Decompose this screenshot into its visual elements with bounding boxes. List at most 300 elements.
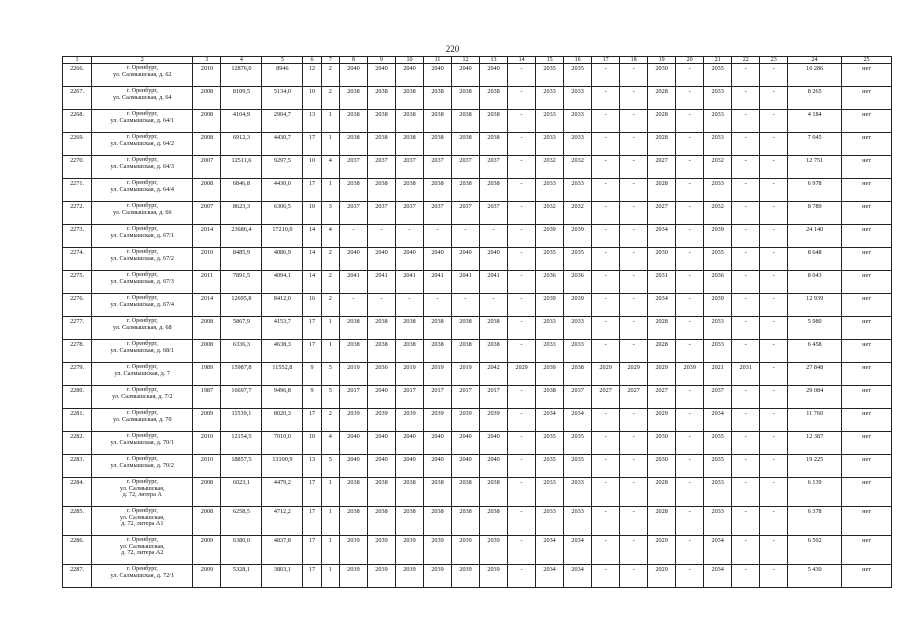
table-cell: 2033: [536, 179, 564, 202]
table-cell: 2038: [396, 179, 424, 202]
table-cell: -: [592, 110, 620, 133]
area-cell: 6846,8: [221, 179, 262, 202]
area-cell: 4153,7: [262, 317, 303, 340]
table-cell: -: [732, 202, 760, 225]
row-number-cell: 2280.: [63, 386, 92, 409]
table-row: [63, 363, 892, 386]
column-number-24: 24: [788, 57, 842, 64]
table-row: [63, 64, 892, 87]
table-cell: 2039: [536, 294, 564, 317]
table-cell: нет: [842, 478, 892, 507]
table-cell: 2030: [648, 432, 676, 455]
table-cell: 2039: [367, 565, 395, 588]
table-cell: -: [592, 64, 620, 87]
area-cell: 12154,5: [221, 432, 262, 455]
table-cell: -: [676, 455, 704, 478]
address-cell: г. Оренбург, ул. Салмышская, д. 72, литера А2: [92, 536, 193, 565]
table-cell: 2036: [536, 271, 564, 294]
table-cell: -: [732, 179, 760, 202]
table-cell: 3: [321, 202, 339, 225]
table-cell: 2039: [480, 536, 508, 565]
table-cell: -: [732, 248, 760, 271]
table-cell: 2035: [704, 455, 732, 478]
address-cell: г. Оренбург, ул. Салмышская, д. 68: [92, 317, 193, 340]
table-cell: -: [508, 386, 536, 409]
table-cell: 2035: [536, 248, 564, 271]
table-cell: 17: [303, 340, 321, 363]
table-cell: 9: [303, 386, 321, 409]
table-cell: 2038: [367, 478, 395, 507]
table-cell: 2027: [648, 156, 676, 179]
table-cell: 2038: [480, 87, 508, 110]
table-cell: -: [676, 179, 704, 202]
table-cell: 2037: [339, 202, 367, 225]
table-cell: 1: [321, 565, 339, 588]
area-cell: 8485,9: [221, 248, 262, 271]
table-cell: 2038: [339, 133, 367, 156]
area-cell: 6023,1: [221, 478, 262, 507]
table-cell: -: [760, 409, 788, 432]
area-cell: 4837,8: [262, 536, 303, 565]
table-cell: 17: [303, 478, 321, 507]
column-number-20: 20: [676, 57, 704, 64]
table-cell: -: [676, 317, 704, 340]
area-cell: 9496,8: [262, 386, 303, 409]
table-cell: -: [760, 133, 788, 156]
table-cell: 2030: [648, 248, 676, 271]
table-cell: 2033: [536, 340, 564, 363]
table-cell: 2035: [704, 432, 732, 455]
table-cell: 2036: [704, 271, 732, 294]
table-cell: 2033: [536, 133, 564, 156]
area-cell: 8020,3: [262, 409, 303, 432]
table-cell: -: [592, 202, 620, 225]
table-cell: -: [732, 455, 760, 478]
area-cell: 4430,7: [262, 133, 303, 156]
table-cell: 2039: [339, 565, 367, 588]
table-row: [63, 536, 892, 565]
table-cell: 2039: [396, 536, 424, 565]
table-cell: 2029: [648, 565, 676, 588]
table-cell: 2033: [704, 133, 732, 156]
table-cell: 2040: [396, 432, 424, 455]
area-cell: 6912,3: [221, 133, 262, 156]
table-cell: 2007: [193, 202, 221, 225]
table-cell: 2040: [339, 64, 367, 87]
column-number-13: 13: [480, 57, 508, 64]
table-cell: 2040: [452, 64, 480, 87]
column-number-1: 1: [63, 57, 92, 64]
table-cell: -: [732, 87, 760, 110]
table-cell: 2040: [339, 248, 367, 271]
table-cell: 2038: [367, 317, 395, 340]
table-cell: 2029: [648, 536, 676, 565]
table-cell: -: [592, 432, 620, 455]
table-cell: -: [676, 432, 704, 455]
cost-cell: 6 378: [788, 507, 842, 536]
table-cell: 2030: [648, 64, 676, 87]
table-cell: -: [620, 565, 648, 588]
address-cell: г. Оренбург, ул. Салмышская, д. 64/4: [92, 179, 193, 202]
table-cell: нет: [842, 363, 892, 386]
table-cell: -: [592, 478, 620, 507]
table-cell: -: [592, 179, 620, 202]
area-cell: 4094,1: [262, 271, 303, 294]
table-cell: -: [620, 340, 648, 363]
table-cell: 2040: [480, 64, 508, 87]
table-cell: 2033: [536, 87, 564, 110]
table-cell: 2027: [648, 202, 676, 225]
cost-cell: 6 978: [788, 179, 842, 202]
row-number-cell: 2275.: [63, 271, 92, 294]
cost-cell: 8 043: [788, 271, 842, 294]
area-cell: 7891,5: [221, 271, 262, 294]
table-cell: -: [620, 248, 648, 271]
table-cell: 2008: [193, 87, 221, 110]
address-cell: г. Оренбург, ул. Салмышская, д. 72/1: [92, 565, 193, 588]
table-cell: 2035: [564, 248, 592, 271]
area-cell: 12511,6: [221, 156, 262, 179]
table-cell: 2038: [339, 478, 367, 507]
area-cell: 6258,5: [221, 507, 262, 536]
table-cell: 2036: [564, 271, 592, 294]
table-cell: -: [592, 156, 620, 179]
table-cell: 2038: [367, 179, 395, 202]
table-cell: 2041: [367, 271, 395, 294]
table-cell: 2038: [452, 317, 480, 340]
address-cell: г. Оренбург, ул. Салмышская, д. 64/2: [92, 133, 193, 156]
table-cell: 2037: [424, 202, 452, 225]
table-cell: -: [732, 340, 760, 363]
row-number-cell: 2276.: [63, 294, 92, 317]
table-cell: 2038: [339, 507, 367, 536]
table-cell: -: [732, 536, 760, 565]
table-cell: 2032: [564, 156, 592, 179]
column-number-14: 14: [508, 57, 536, 64]
table-cell: 14: [303, 248, 321, 271]
cost-cell: 29 084: [788, 386, 842, 409]
column-number-23: 23: [760, 57, 788, 64]
table-cell: 2029: [648, 409, 676, 432]
table-cell: -: [676, 409, 704, 432]
area-cell: 4086,9: [262, 248, 303, 271]
table-cell: 2033: [704, 179, 732, 202]
table-cell: -: [760, 110, 788, 133]
table-cell: -: [592, 409, 620, 432]
table-cell: 2037: [339, 156, 367, 179]
table-cell: нет: [842, 409, 892, 432]
address-cell: г. Оренбург, ул. Салмышская, д. 64: [92, 87, 193, 110]
table-cell: нет: [842, 225, 892, 248]
address-cell: г. Оренбург, ул. Салмышская, д. 67/1: [92, 225, 193, 248]
column-number-19: 19: [648, 57, 676, 64]
table-cell: 5: [321, 386, 339, 409]
table-cell: -: [676, 225, 704, 248]
table-cell: 2009: [193, 536, 221, 565]
table-cell: 2039: [424, 536, 452, 565]
table-cell: 2038: [367, 87, 395, 110]
table-cell: -: [620, 133, 648, 156]
table-row: [63, 317, 892, 340]
table-cell: 2028: [648, 133, 676, 156]
table-cell: 2034: [536, 409, 564, 432]
table-cell: -: [620, 110, 648, 133]
table-cell: -: [760, 478, 788, 507]
table-cell: 10: [303, 87, 321, 110]
table-cell: -: [760, 386, 788, 409]
column-number-10: 10: [396, 57, 424, 64]
table-cell: 2038: [367, 507, 395, 536]
table-cell: -: [592, 507, 620, 536]
table-cell: 2037: [396, 202, 424, 225]
table-cell: -: [676, 565, 704, 588]
table-cell: -: [396, 225, 424, 248]
cost-cell: 27 848: [788, 363, 842, 386]
table-cell: 1989: [193, 363, 221, 386]
table-cell: 2038: [339, 110, 367, 133]
table-row: [63, 409, 892, 432]
table-cell: -: [339, 294, 367, 317]
table-cell: 2041: [339, 271, 367, 294]
table-cell: 2038: [424, 179, 452, 202]
table-cell: -: [508, 340, 536, 363]
table-cell: 2028: [648, 110, 676, 133]
table-cell: -: [760, 536, 788, 565]
address-cell: г. Оренбург, ул. Салмышская, д. 67/4: [92, 294, 193, 317]
table-cell: 2010: [193, 432, 221, 455]
table-cell: 2: [321, 294, 339, 317]
table-cell: 2038: [424, 507, 452, 536]
table-cell: 2: [321, 64, 339, 87]
table-cell: -: [592, 294, 620, 317]
table-cell: 2027: [592, 386, 620, 409]
table-cell: 2032: [704, 202, 732, 225]
table-cell: 2034: [704, 536, 732, 565]
table-cell: 2: [321, 87, 339, 110]
address-cell: г. Оренбург, ул. Салмышская, д. 70/2: [92, 455, 193, 478]
table-cell: нет: [842, 455, 892, 478]
table-row: [63, 455, 892, 478]
table-cell: 13: [303, 455, 321, 478]
table-cell: 1: [321, 179, 339, 202]
area-cell: 23686,4: [221, 225, 262, 248]
table-cell: 2040: [339, 432, 367, 455]
table-cell: -: [508, 202, 536, 225]
address-cell: г. Оренбург, ул. Салмышская, д. 64/1: [92, 110, 193, 133]
table-cell: 2040: [367, 248, 395, 271]
address-cell: г. Оренбург, ул. Салмышская, д. 68/1: [92, 340, 193, 363]
row-number-cell: 2277.: [63, 317, 92, 340]
table-cell: 2039: [564, 225, 592, 248]
table-cell: 2033: [564, 478, 592, 507]
table-cell: 17: [303, 565, 321, 588]
table-cell: нет: [842, 133, 892, 156]
table-cell: 2038: [536, 386, 564, 409]
table-cell: -: [620, 271, 648, 294]
table-cell: 2029: [648, 363, 676, 386]
table-cell: 2033: [536, 110, 564, 133]
row-number-cell: 2267.: [63, 87, 92, 110]
table-cell: -: [760, 179, 788, 202]
table-cell: -: [732, 156, 760, 179]
table-cell: нет: [842, 271, 892, 294]
table-cell: -: [760, 363, 788, 386]
table-cell: -: [676, 271, 704, 294]
table-cell: 2038: [452, 507, 480, 536]
table-cell: 2038: [452, 340, 480, 363]
table-cell: 2034: [536, 565, 564, 588]
table-cell: 2038: [424, 340, 452, 363]
table-cell: 2037: [480, 202, 508, 225]
table-cell: 2041: [424, 271, 452, 294]
table-cell: 2035: [564, 455, 592, 478]
table-cell: нет: [842, 156, 892, 179]
table-cell: 2011: [193, 271, 221, 294]
table-cell: -: [676, 133, 704, 156]
table-cell: 2: [321, 271, 339, 294]
cost-cell: 8 789: [788, 202, 842, 225]
area-cell: 12876,0: [221, 64, 262, 87]
table-cell: нет: [842, 64, 892, 87]
table-cell: 2040: [367, 455, 395, 478]
table-cell: 10: [303, 432, 321, 455]
column-number-22: 22: [732, 57, 760, 64]
table-cell: 2039: [536, 225, 564, 248]
table-cell: 2038: [452, 110, 480, 133]
table-cell: 2038: [452, 478, 480, 507]
table-row: [63, 507, 892, 536]
table-cell: 2039: [564, 294, 592, 317]
row-number-cell: 2272.: [63, 202, 92, 225]
table-cell: 2038: [564, 363, 592, 386]
table-cell: 2014: [193, 294, 221, 317]
table-cell: 2008: [193, 340, 221, 363]
column-number-7: 7: [321, 57, 339, 64]
table-cell: -: [732, 507, 760, 536]
address-cell: г. Оренбург, ул. Салмышская, д. 66: [92, 202, 193, 225]
cost-cell: 5 430: [788, 565, 842, 588]
row-number-cell: 2278.: [63, 340, 92, 363]
table-cell: 2034: [704, 565, 732, 588]
column-number-3: 3: [193, 57, 221, 64]
table-cell: 2041: [452, 271, 480, 294]
table-cell: -: [508, 507, 536, 536]
row-number-cell: 2279.: [63, 363, 92, 386]
area-cell: 7010,0: [262, 432, 303, 455]
table-cell: -: [592, 133, 620, 156]
table-cell: 2039: [452, 409, 480, 432]
column-number-5: 5: [262, 57, 303, 64]
table-cell: 1: [321, 110, 339, 133]
table-cell: 2017: [396, 386, 424, 409]
table-cell: 2014: [193, 225, 221, 248]
table-cell: 2009: [193, 409, 221, 432]
table-cell: 2037: [367, 156, 395, 179]
table-cell: -: [508, 248, 536, 271]
table-cell: 2035: [564, 64, 592, 87]
row-number-cell: 2283.: [63, 455, 92, 478]
table-cell: -: [508, 225, 536, 248]
table-cell: 2033: [564, 110, 592, 133]
table-cell: 2008: [193, 133, 221, 156]
table-cell: -: [508, 110, 536, 133]
table-cell: 2032: [536, 156, 564, 179]
table-cell: -: [508, 271, 536, 294]
table-cell: 2008: [193, 179, 221, 202]
row-number-cell: 2269.: [63, 133, 92, 156]
table-row: [63, 271, 892, 294]
table-cell: 2029: [620, 363, 648, 386]
table-cell: -: [620, 317, 648, 340]
column-number-2: 2: [92, 57, 193, 64]
table-cell: -: [480, 294, 508, 317]
table-row: [63, 225, 892, 248]
table-cell: нет: [842, 340, 892, 363]
table-cell: 2033: [704, 317, 732, 340]
table-cell: нет: [842, 87, 892, 110]
table-cell: нет: [842, 294, 892, 317]
table-row: [63, 156, 892, 179]
table-cell: -: [732, 386, 760, 409]
table-cell: 2033: [564, 507, 592, 536]
address-cell: г. Оренбург, ул. Салмышская, д. 7: [92, 363, 193, 386]
table-cell: -: [396, 294, 424, 317]
area-cell: 2904,7: [262, 110, 303, 133]
housing-registry-table: [62, 56, 892, 588]
table-cell: -: [620, 432, 648, 455]
area-cell: 16697,7: [221, 386, 262, 409]
row-number-cell: 2282.: [63, 432, 92, 455]
area-cell: 15987,8: [221, 363, 262, 386]
table-cell: 2040: [480, 455, 508, 478]
table-cell: 2032: [704, 156, 732, 179]
area-cell: 9297,5: [262, 156, 303, 179]
cost-cell: 12 751: [788, 156, 842, 179]
table-row: [63, 432, 892, 455]
table-row: [63, 248, 892, 271]
area-cell: 12695,8: [221, 294, 262, 317]
table-cell: -: [620, 294, 648, 317]
table-cell: 2038: [480, 340, 508, 363]
area-cell: 5328,1: [221, 565, 262, 588]
cost-cell: 7 045: [788, 133, 842, 156]
table-row: [63, 87, 892, 110]
table-row: [63, 110, 892, 133]
table-cell: 2033: [536, 507, 564, 536]
table-cell: 2033: [564, 179, 592, 202]
table-cell: 2032: [564, 202, 592, 225]
table-cell: 2017: [339, 386, 367, 409]
table-cell: 2038: [367, 133, 395, 156]
address-cell: г. Оренбург, ул. Салмышская, д. 72, литера А: [92, 478, 193, 507]
table-cell: 2034: [704, 409, 732, 432]
table-cell: 10: [303, 202, 321, 225]
area-cell: 11539,1: [221, 409, 262, 432]
table-cell: 2038: [452, 133, 480, 156]
table-cell: -: [732, 432, 760, 455]
table-cell: 2028: [648, 179, 676, 202]
table-cell: -: [592, 271, 620, 294]
area-cell: 8946: [262, 64, 303, 87]
cost-cell: 8 648: [788, 248, 842, 271]
column-number-15: 15: [536, 57, 564, 64]
table-row: [63, 340, 892, 363]
table-cell: 2038: [452, 179, 480, 202]
table-cell: 2035: [536, 455, 564, 478]
cost-cell: 6 502: [788, 536, 842, 565]
table-cell: 2017: [480, 386, 508, 409]
table-cell: 2038: [424, 87, 452, 110]
